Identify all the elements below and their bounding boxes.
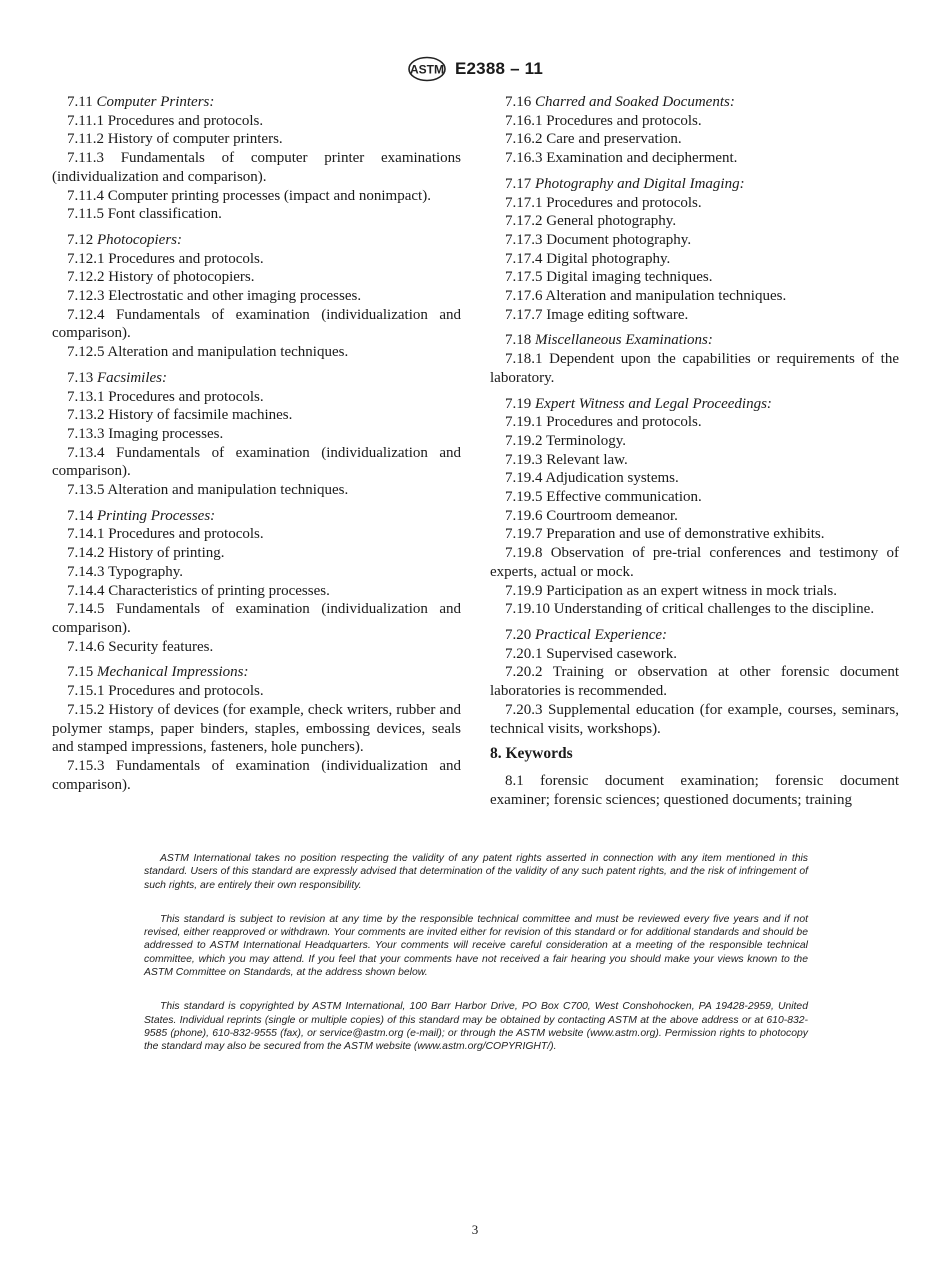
right-sections bbox=[490, 93, 899, 738]
section-7-14 bbox=[52, 507, 461, 657]
section-title: Photography and Digital Imaging: bbox=[535, 175, 745, 192]
section-heading bbox=[52, 231, 461, 250]
list-item: 7.14.6 Security features. bbox=[67, 638, 214, 655]
list-item: 7.13.5 Alteration and manipulation techniques. bbox=[67, 482, 349, 499]
list-item: 7.17.5 Digital imaging techniques. bbox=[505, 269, 713, 286]
section-number: 7.14 bbox=[67, 507, 94, 524]
section-7-19 bbox=[490, 395, 899, 619]
section-7-16 bbox=[490, 93, 899, 168]
list-item: 7.15.3 Fundamentals of examination (individualization and comparison). bbox=[52, 757, 461, 793]
section-7-11 bbox=[52, 93, 461, 224]
list-item: 7.19.6 Courtroom demeanor. bbox=[505, 507, 678, 524]
list-item: 7.18.1 Dependent upon the capabilities or requirements of the laboratory. bbox=[490, 351, 899, 386]
section-7-13 bbox=[52, 369, 461, 500]
section-title: Printing Processes: bbox=[97, 507, 216, 524]
list-item: 7.19.1 Procedures and protocols. bbox=[505, 414, 702, 431]
section-7-12 bbox=[52, 231, 461, 362]
section-heading bbox=[52, 507, 461, 526]
section-number: 7.11 bbox=[67, 94, 93, 110]
section-number: 7.15 bbox=[67, 664, 94, 681]
list-item: 7.13.4 Fundamentals of examination (individualization and comparison). bbox=[52, 444, 461, 480]
section-heading bbox=[490, 395, 899, 414]
section-7-15 bbox=[52, 663, 461, 794]
list-item: 7.20.1 Supervised casework. bbox=[505, 645, 678, 662]
document-id: E2388 – 11 bbox=[454, 59, 544, 78]
list-item: 7.20.2 Training or observation at other forensic document laboratories is recommended. bbox=[490, 664, 899, 700]
list-item: 7.17.4 Digital photography. bbox=[505, 250, 671, 267]
astm-logo-icon bbox=[407, 56, 447, 82]
list-item: 7.20.3 Supplemental education (for example, courses, seminars, technical visits, workshops). bbox=[490, 701, 899, 737]
list-item: 7.19.2 Terminology. bbox=[505, 432, 627, 449]
section-title: Computer Printers: bbox=[96, 94, 215, 110]
list-item: 7.17.3 Document photography. bbox=[505, 231, 692, 248]
page-header bbox=[0, 56, 950, 82]
list-item: 7.16.1 Procedures and protocols. bbox=[505, 112, 702, 129]
notices bbox=[144, 852, 808, 1075]
page-number: 3 bbox=[471, 1222, 479, 1237]
section-title: Expert Witness and Legal Proceedings: bbox=[535, 395, 772, 412]
list-item: 7.13.2 History of facsimile machines. bbox=[67, 407, 293, 424]
list-item: 7.14.5 Fundamentals of examination (individualization and comparison). bbox=[52, 601, 461, 636]
list-item: 7.15.1 Procedures and protocols. bbox=[67, 683, 264, 700]
keywords-text: 8.1 forensic document examination; forensic document examiner; forensic sciences; questioned documents; training bbox=[490, 772, 899, 808]
list-item: 7.11.4 Computer printing processes (impact and nonimpact). bbox=[67, 187, 431, 204]
section-7-17 bbox=[490, 175, 899, 325]
right-column bbox=[490, 93, 899, 809]
list-item: 7.12.1 Procedures and protocols. bbox=[67, 250, 264, 267]
list-item: 7.17.6 Alteration and manipulation techniques. bbox=[505, 288, 787, 305]
list-item: 7.14.4 Characteristics of printing processes. bbox=[67, 582, 330, 599]
list-item: 7.12.2 History of photocopiers. bbox=[67, 269, 255, 286]
section-heading bbox=[490, 175, 899, 194]
list-item: 7.11.3 Fundamentals of computer printer examinations (individualization and comparison). bbox=[52, 150, 461, 185]
section-heading bbox=[490, 331, 899, 350]
section-number: 7.18 bbox=[505, 332, 532, 349]
list-item: 7.13.1 Procedures and protocols. bbox=[67, 388, 264, 405]
section-title: Photocopiers: bbox=[97, 231, 182, 248]
list-item: 7.14.2 History of printing. bbox=[67, 545, 225, 562]
section-number: 7.19 bbox=[505, 395, 532, 412]
section-7-20 bbox=[490, 626, 899, 738]
list-item: 7.12.5 Alteration and manipulation techniques. bbox=[67, 344, 349, 361]
section-title: Charred and Soaked Documents: bbox=[535, 94, 735, 110]
section-heading bbox=[52, 93, 461, 112]
list-item: 7.19.7 Preparation and use of demonstrative exhibits. bbox=[505, 526, 825, 543]
keywords-heading: 8. Keywords bbox=[490, 745, 573, 763]
list-item: 7.14.1 Procedures and protocols. bbox=[67, 526, 264, 543]
list-item: 7.17.2 General photography. bbox=[505, 213, 677, 230]
section-title: Facsimiles: bbox=[97, 369, 167, 386]
section-heading bbox=[52, 369, 461, 388]
list-item: 7.19.3 Relevant law. bbox=[505, 451, 628, 468]
list-item: 7.11.1 Procedures and protocols. bbox=[67, 112, 264, 129]
list-item: 7.12.4 Fundamentals of examination (individualization and comparison). bbox=[52, 306, 461, 342]
list-item: 7.19.10 Understanding of critical challenges to the discipline. bbox=[505, 601, 875, 618]
section-number: 7.13 bbox=[67, 369, 94, 386]
section-7-18 bbox=[490, 331, 899, 387]
svg-text:ASTM: ASTM bbox=[409, 62, 444, 77]
list-item: 7.17.1 Procedures and protocols. bbox=[505, 194, 702, 211]
section-heading bbox=[52, 663, 461, 682]
left-column bbox=[52, 93, 461, 801]
list-item: 7.19.5 Effective communication. bbox=[505, 489, 702, 506]
list-item: 7.19.4 Adjudication systems. bbox=[505, 470, 679, 487]
list-item: 7.16.3 Examination and decipherment. bbox=[505, 150, 738, 167]
list-item: 7.15.2 History of devices (for example, check writers, rubber and polymer stamps, paper binders, staples, embossing devices, seals and stamped impressions, fasteners, hole punchers). bbox=[52, 701, 461, 756]
section-title: Practical Experience: bbox=[535, 626, 668, 643]
section-number: 7.17 bbox=[505, 175, 532, 192]
list-item: 7.12.3 Electrostatic and other imaging processes. bbox=[67, 288, 362, 305]
section-heading bbox=[490, 626, 899, 645]
copyright-notice: This standard is copyrighted by ASTM International, 100 Barr Harbor Drive, PO Box C700, West Conshohocken, PA 19428-2959, United States. Individual reprints (single or multiple copies) of this standard may be obtained by contacting ASTM at the above address or at 610-832-9585 (phone), 610-832-9555 (fax), or service@astm.org (e-mail); or through the ASTM website (www.astm.org). Permission rights to photocopy the standard may also be secured from the ASTM website (www.astm.org/COPYRIGHT/). bbox=[144, 1001, 808, 1053]
revision-notice: This standard is subject to revision at any time by the responsible technical committee and must be reviewed every five years and if not revised, either reapproved or withdrawn. Your comments are invited either for revision of this standard or for additional standards and should be addressed to ASTM International Headquarters. Your comments will receive careful consideration at a meeting of the responsible technical committee, which you may attend. If you feel that your comments have not received a fair hearing you should make your views known to the ASTM Committee on Standards, at the address shown below. bbox=[144, 913, 808, 979]
list-item: 7.11.2 History of computer printers. bbox=[67, 131, 283, 148]
section-heading bbox=[490, 93, 899, 112]
list-item: 7.11.5 Font classification. bbox=[67, 206, 222, 223]
list-item: 7.19.8 Observation of pre-trial conferences and testimony of experts, actual or mock. bbox=[490, 545, 899, 580]
section-number: 7.12 bbox=[67, 231, 94, 248]
section-title: Mechanical Impressions: bbox=[97, 664, 249, 681]
list-item: 7.16.2 Care and preservation. bbox=[505, 131, 682, 148]
list-item: 7.13.3 Imaging processes. bbox=[67, 425, 224, 442]
section-number: 7.20 bbox=[505, 626, 532, 643]
section-title: Miscellaneous Examinations: bbox=[535, 332, 713, 349]
list-item: 7.19.9 Participation as an expert witness in mock trials. bbox=[505, 582, 838, 599]
list-item: 7.14.3 Typography. bbox=[67, 563, 184, 580]
list-item: 7.17.7 Image editing software. bbox=[505, 306, 689, 323]
patent-notice: ASTM International takes no position respecting the validity of any patent rights asserted in connection with any item mentioned in this standard. Users of this standard are expressly advised that determination of the validity of any such patent rights, and the risk of infringement of such rights, are entirely their own responsibility. bbox=[144, 853, 808, 891]
section-number: 7.16 bbox=[505, 94, 532, 110]
